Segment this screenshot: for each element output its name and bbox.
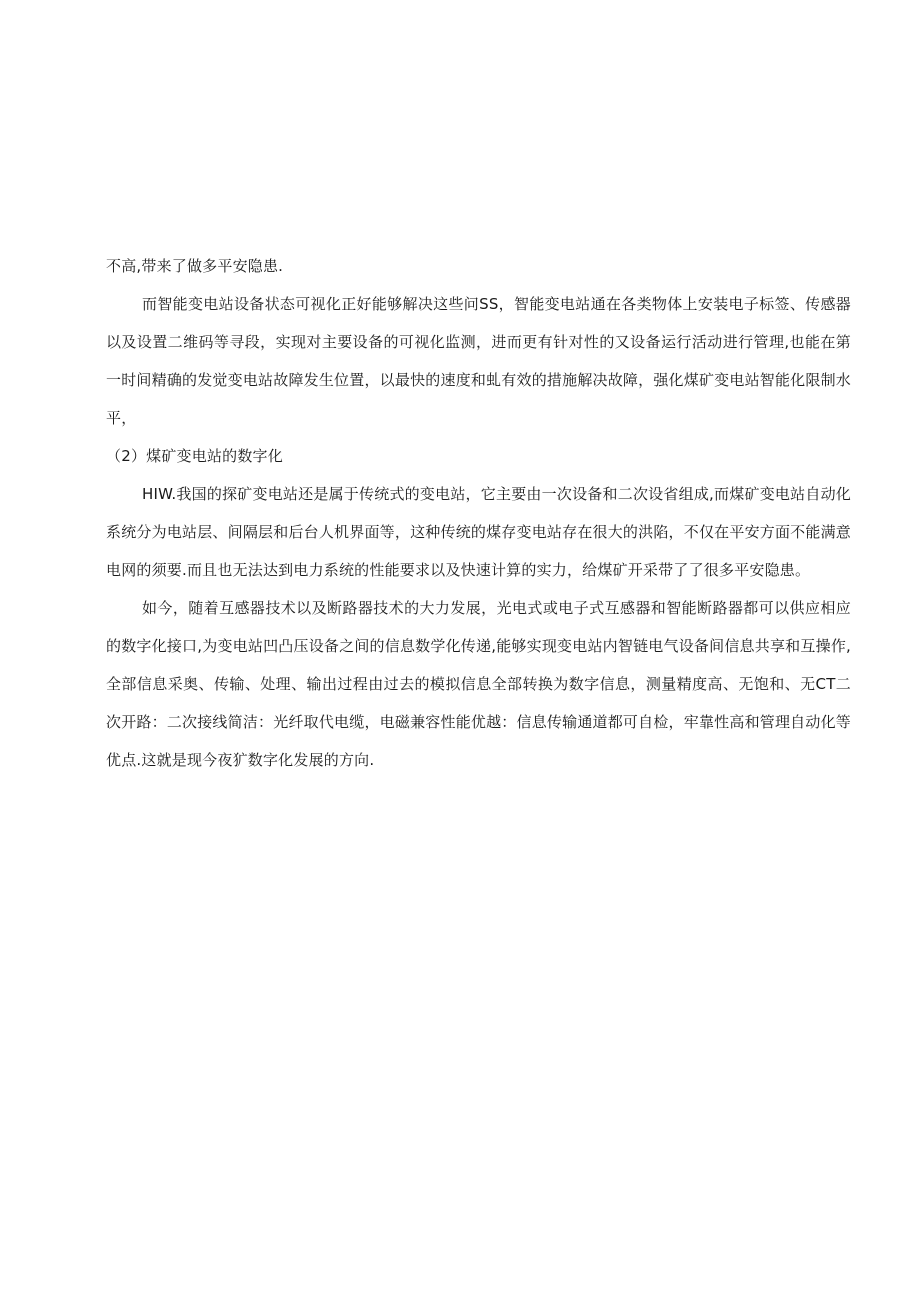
paragraph-traditional-substation: HIW.我国的探矿变电站还是属于传统式的变电站，它主要由一次设备和二次设省组成,而煤矿变电站自动化系统分为电站层、间隔层和后台人机界面等，这种传统的煤存变电站存在很大的洪陷，不仅在平安方面不能满意电网的须要.而且也无法达到电力系统的性能要求以及快速计算的实力，给煤矿开采带了了很多平安隐患。: [106, 485, 851, 579]
paragraph-visualization: 而智能变电站设备状态可视化正好能够解决这些问SS，智能变电站通在各类物体上安装电子标签、传感器以及设置二维码等寻段，实现对主要设备的可视化监测，进而更有针对性的又设备运行活动进行管理,也能在第一时间精确的发觉变电站故障发生位置，以最快的速度和虬有效的措施解决故障，强化煤矿变电站智能化限制水平，: [106, 295, 851, 427]
section-heading: （2）煤矿变电站的数字化: [106, 447, 283, 465]
document-body: [106, 247, 851, 779]
paragraph-continuation: 不高,带来了做多平安隐患.: [106, 257, 284, 275]
paragraph-digitalization: 如今，随着互感器技术以及断路器技术的大力发展，光电式或电子式互感器和智能断路器都可以供应相应的数字化接口,为变电站凹凸压设备之间的信息数学化传递,能够实现变电站内智链电气设备间信息共享和互操作,全部信息采奥、传输、处理、输出过程由过去的模拟信息全部转换为数字信息，测量精度高、无饱和、无CT二次开路：二次接线简洁：光纤取代电缆，电磁兼容性能优越：信息传输通道都可自检，牢靠性高和管理自动化等优点.这就是现今夜犷数字化发展的方向.: [106, 599, 851, 769]
